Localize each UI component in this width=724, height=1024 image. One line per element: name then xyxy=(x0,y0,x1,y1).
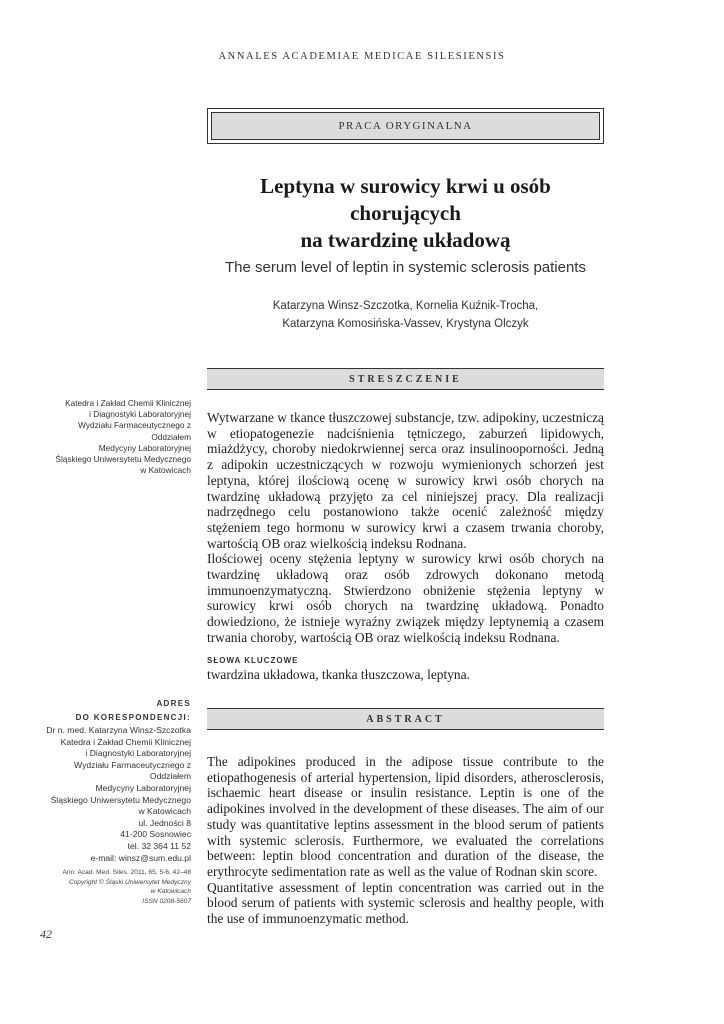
abstract-paragraph: The adipokines produced in the adipose tissue contribute to the etiopathogenesis of arterial hypertension, lipid disorders, atherosclerosis, ischaemic heart disease or insulin resistance. Leptin is one of the adipokines involved in the development of these diseases. The aim of our study was quantitative leptins assessment in the blood serum of patients with systemic sclerosis. Furthermore, we evaluated the correlations between: leptin blood concentration and duration of the disease, the erythrocyte sedimentation rate as well as the value of Rodnan skin score. xyxy=(207,754,604,879)
citation-block xyxy=(40,868,191,906)
address-line: Śląskiego Uniwersytetu Medycznego xyxy=(50,794,191,805)
abstract-body xyxy=(207,754,604,927)
correspondence-heading-line: ADRES xyxy=(156,699,191,708)
correspondence-heading xyxy=(40,697,191,725)
affiliation-line: Śląskiego Uniwersytetu Medycznego xyxy=(55,454,191,465)
article-title-line: Leptyna w surowicy krwi u osób chorujących xyxy=(260,174,551,225)
address-line: Medycyny Laboratoryjnej xyxy=(95,782,191,793)
affiliation-line: Katedra i Zakład Chemii Klinicznej xyxy=(65,398,191,408)
address-line: i Diagnostyki Laboratoryjnej xyxy=(85,748,191,759)
streszczenie-paragraph: Ilościowej oceny stężenia leptyny w surowicy krwi osób chorych na twardzinę układową oraz osób zdrowych dokonano metodą immunoenzymatyczną. Stwierdzono obniżenie stężenia leptyny w surowicy krwi osób chorych na twardzinę układową. Ponadto dowiedziono, że istnieje wyraźny związek między leptynemią a czasem trwania choroby, wartością OB oraz wielkością indeksu Rodnana. xyxy=(207,551,604,645)
streszczenie-body xyxy=(207,410,604,646)
author-line: Katarzyna Komosińska-Vassev, Krystyna Olczyk xyxy=(282,318,529,330)
keywords-heading: SŁOWA KLUCZOWE xyxy=(207,656,299,665)
address-line: Dr n. med. Katarzyna Winsz-Szczotka xyxy=(46,725,191,735)
copyright-line: w Katowicach xyxy=(150,888,191,896)
page-number: 42 xyxy=(40,927,52,941)
author-list xyxy=(207,297,604,333)
citation-line: Ann. Acad. Med. Siles. 2011, 65, 5-6, 42–48 xyxy=(62,869,191,876)
keywords-text: twardzina układowa, tkanka tłuszczowa, leptyna. xyxy=(207,667,470,682)
address-line: tel. 32 364 11 52 xyxy=(127,840,191,851)
email-link[interactable]: e-mail: winsz@sum.edu.pl xyxy=(90,852,191,863)
affiliation-line: w Katowicach xyxy=(140,465,191,476)
affiliation-line: Medycyny Laboratoryjnej xyxy=(98,442,191,453)
affiliation xyxy=(40,398,191,476)
address-line: 41-200 Sosnowiec xyxy=(120,829,191,840)
article-title xyxy=(207,173,604,254)
abstract-heading: ABSTRACT xyxy=(207,708,604,730)
affiliation-line: i Diagnostyki Laboratoryjnej xyxy=(89,409,191,420)
address-line: Wydziału Farmaceutycznego z Oddziałem xyxy=(74,759,191,782)
article-type-label: PRACA ORYGINALNA xyxy=(211,112,600,140)
copyright-line: Copyright © Śląski Uniwersytet Medyczny xyxy=(68,878,191,886)
streszczenie-heading: STRESZCZENIE xyxy=(207,368,604,390)
affiliation-line: Wydziału Farmaceutycznego z Oddziałem xyxy=(78,420,191,442)
address-line: ul. Jedności 8 xyxy=(138,817,191,828)
issn-line: ISSN 0208-5607 xyxy=(142,897,191,905)
article-title-line: na twardzinę układową xyxy=(300,228,511,252)
article-type-box xyxy=(207,108,604,144)
correspondence-heading-line: DO KORESPONDENCJI: xyxy=(75,713,191,722)
correspondence-address xyxy=(40,725,191,864)
address-line: w Katowicach xyxy=(138,806,191,817)
streszczenie-paragraph: Wytwarzane w tkance tłuszczowej substancje, tzw. adipokiny, uczestniczą w etiopatogenezie nadciśnienia tętniczego, zaburzeń lipidowych, miażdżycy, choroby niedokrwiennej serca oraz insulinooporności. Jedną z adipokin uczestniczących w rozwoju wymienionych schorzeń jest leptyna, której ilościową ocenę w surowicy krwi osób chorych na twardzinę układową przyjęto za cel niniejszej pracy. Dla realizacji nadrzędnego celu postanowiono także ocenić zależność między stężeniem tego hormonu w surowicy krwi a czasem trwania choroby, wartością OB oraz wielkością indeksu Rodnana. xyxy=(207,410,604,551)
author-line: Katarzyna Winsz-Szczotka, Kornelia Kuźnik-Trocha, xyxy=(272,300,539,312)
address-line: Katedra i Zakład Chemii Klinicznej xyxy=(60,736,191,747)
journal-name: ANNALES ACADEMIAE MEDICAE SILESIENSIS xyxy=(218,51,506,62)
abstract-paragraph: Quantitative assessment of leptin concentration was carried out in the blood serum of patients with systemic sclerosis and healthy people, with the use of immunoenzymatic method. xyxy=(207,879,604,927)
english-title: The serum level of leptin in systemic sclerosis patients xyxy=(225,259,586,276)
